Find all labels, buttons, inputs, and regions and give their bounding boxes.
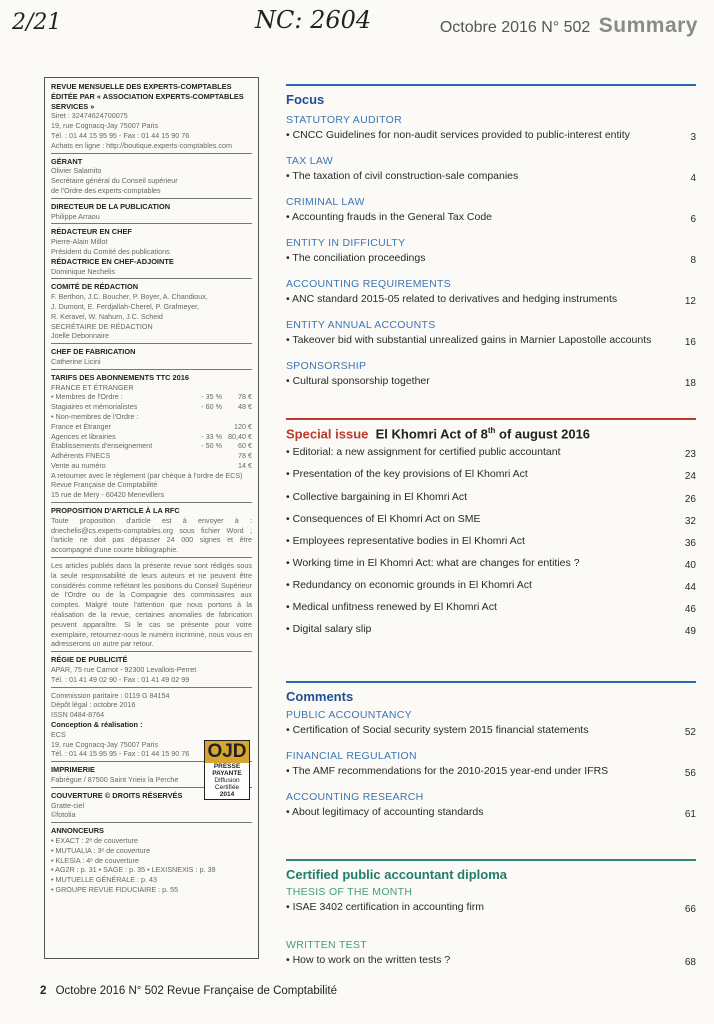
imprint-heading: PROPOSITION D'ARTICLE À LA RFC (51, 506, 180, 516)
imprint-heading: DIRECTEUR DE LA PUBLICATION (51, 201, 171, 211)
toc-entry[interactable] (286, 556, 696, 578)
section-title: Certified public accountant diploma (286, 867, 508, 882)
imprint-line: • GROUPE REVUE FIDUCIAIRE : p. 55 (51, 884, 179, 894)
category-label: TAX LAW (286, 155, 334, 167)
page-header (440, 14, 698, 38)
toc-entry[interactable] (286, 490, 696, 512)
toc-page-number: 36 (684, 537, 696, 549)
imprint-line: Tél. : 01 41 49 02 90 - Fax : 01 41 49 02 99 (51, 674, 190, 684)
toc-entry[interactable] (286, 899, 696, 935)
toc-entry[interactable] (286, 722, 696, 746)
imprint-line: ECS (51, 729, 66, 739)
imprint-line: Fabrègue / 87500 Saint Yrieix la Perche (51, 775, 179, 784)
toc-entry[interactable] (286, 534, 696, 556)
imprint-line: 19, rue Cognacq-Jay 75007 Paris (51, 121, 159, 131)
toc-page-number: 44 (684, 581, 696, 593)
toc-entry[interactable] (286, 209, 696, 233)
toc-entry[interactable] (286, 332, 696, 356)
tarif-price: 60 € (238, 441, 252, 451)
toc-entry[interactable] (286, 763, 696, 787)
imprint-proposition (51, 506, 252, 558)
toc-page-number: 4 (690, 173, 696, 184)
imprint-line: Pierre-Alain Millot (51, 237, 108, 247)
toc-entry-title: • How to work on the written tests ? (286, 954, 451, 966)
imprint-paragraph: Toute proposition d'article est à envoyer à : dnechelis@cs.experts-comptables.org sous fichier Word ; l'article ne doit pas dépasser 24 000 signes et être accompagné d'une courte bibliographie. (51, 515, 252, 555)
tarif-price (222, 412, 252, 422)
imprint-line: A retourner avec le règlement (par chèque à l'ordre de ECS) (51, 470, 243, 480)
ojd-text: Certifiée (214, 784, 240, 791)
tarif-discount: - 60 % (201, 402, 222, 412)
tarif-label: Établissements d'enseignement (51, 441, 153, 451)
section-divider (286, 681, 696, 683)
toc-entry[interactable] (286, 250, 696, 274)
category-label: ENTITY IN DIFFICULTY (286, 237, 406, 249)
handwritten-note-left: 2/21 (12, 10, 62, 35)
toc-entry[interactable] (286, 804, 696, 828)
page-footer (40, 985, 337, 997)
section-special-issue (286, 418, 696, 644)
tarif-price: 80,40 € (228, 431, 252, 441)
imprint-heading: COUVERTURE © DROITS RÉSERVÉS (51, 790, 183, 800)
imprint-line: • MUTUALIA : 3ᵉ de couverture (51, 845, 151, 855)
ojd-certification-badge (204, 740, 250, 800)
imprint-line: Président du Comité des publications (51, 246, 170, 256)
toc-entry-title: • The AMF recommendations for the 2010-2015 year-end under IFRS (286, 765, 609, 777)
category-label: ACCOUNTING RESEARCH (286, 791, 424, 803)
imprint-heading: RÉDACTEUR EN CHEF (51, 227, 132, 237)
category-label: ACCOUNTING REQUIREMENTS (286, 278, 451, 290)
imprint-heading: GÉRANT (51, 156, 83, 166)
section-diploma (286, 859, 696, 988)
toc-entry-title: • Takeover bid with substantial unrealized gains in Marnier Lapostolle accounts (286, 334, 652, 346)
imprint-heading: IMPRIMERIE (51, 765, 95, 775)
toc-page-number: 52 (684, 727, 696, 738)
imprint-line: Catherine Licini (51, 356, 101, 366)
ojd-year: 2014 (219, 791, 235, 798)
toc-entry-title: • Working time in El Khomri Act: what are changes for entities ? (286, 556, 580, 569)
imprint-disclaimer: Les articles publiés dans la présente revue sont rédigés sous la seule responsabilité de leurs auteurs et ne peuvent être considérés comme reflétant les positions du Conseil Supérieur de l'Ordre ou de la Compagnie des commissaires aux comptes. Malgré toute l'attention que nous portons à la réalisation de la revue, certaines anomalies de fabrication peuvent apparaître. Si le cas se présente pour votre exemplaire, retournez-nous le numéro incriminé, nous vous en adresserons un autre par retour. (51, 561, 252, 652)
toc-page-number: 3 (690, 132, 696, 143)
toc-entry[interactable] (286, 512, 696, 534)
toc-entry-title: • About legitimacy of accounting standards (286, 806, 484, 818)
toc-page-number: 23 (684, 449, 696, 461)
imprint-fabrication (51, 347, 252, 370)
tarif-label: • Non-membres de l'Ordre : (51, 411, 139, 421)
tarif-row (51, 461, 252, 471)
toc-entry-title: • Collective bargaining in El Khomri Act (286, 490, 468, 503)
section-divider (286, 418, 696, 420)
tarif-label: Vente au numéro (51, 460, 106, 470)
toc-page-number: 16 (684, 337, 696, 348)
imprint-line: Dépôt légal : octobre 2016 (51, 700, 136, 710)
toc-entry-title: • Consequences of El Khomri Act on SME (286, 512, 481, 525)
imprint-line: Achats en ligne : http://boutique.experts-comptables.com (51, 140, 232, 150)
category-label: PUBLIC ACCOUNTANCY (286, 709, 412, 721)
toc-page-number: 66 (684, 904, 696, 915)
tarif-discount: - 33 % (201, 431, 222, 441)
toc-entry-title: • Employees representative bodies in El Khomri Act (286, 534, 525, 547)
imprint-box (44, 77, 259, 959)
imprint-director (51, 202, 252, 225)
toc-page-number: 68 (684, 957, 696, 968)
toc-page-number: 6 (690, 214, 696, 225)
imprint-line: • EXACT : 2ᵉ de couverture (51, 835, 138, 845)
tarif-price: 48 € (238, 402, 252, 412)
toc-entry-title: • Medical unfitness renewed by El Khomri Act (286, 600, 497, 613)
imprint-line: ©fotolia (51, 810, 76, 820)
imprint-line: de l'Ordre des experts-comptables (51, 185, 161, 195)
imprint-line: • MUTUELLE GÉNÉRALE : p. 43 (51, 875, 157, 885)
tarif-label: Stagiaires et mémorialistes (51, 402, 138, 412)
section-comments (286, 681, 696, 828)
toc-page-number: 46 (684, 603, 696, 615)
toc-page-number: 24 (684, 471, 696, 483)
page-title: Summary (598, 14, 698, 37)
special-issue-label: Special issue (286, 426, 369, 442)
section-divider (286, 84, 696, 86)
imprint-line: APAR, 75 rue Carnot - 92300 Levallois-Perret (51, 665, 197, 675)
footer-text: Octobre 2016 N° 502 Revue Française de Comptabilité (55, 985, 337, 997)
special-issue-title-b: of august 2016 (495, 426, 591, 442)
category-label: ENTITY ANNUAL ACCOUNTS (286, 319, 436, 331)
tarif-price: 78 € (238, 451, 252, 461)
section-title: Comments (286, 689, 354, 704)
imprint-committee (51, 282, 252, 344)
toc-page-number: 8 (690, 255, 696, 266)
toc-entry-title: • Redundancy on economic grounds in El Khomri Act (286, 578, 532, 591)
imprint-line: J. Dumont, E. Ferdjallah-Cherel, P. Grafmeyer, (51, 301, 200, 311)
toc-entry[interactable] (286, 622, 696, 644)
imprint-heading: ANNONCEURS (51, 826, 104, 836)
imprint-editor (51, 227, 252, 279)
tarif-label: • Membres de l'Ordre : (51, 392, 123, 402)
imprint-line: • KLESIA : 4ᵉ de couverture (51, 855, 139, 865)
imprint-line: FRANCE ET ÉTRANGER (51, 382, 134, 392)
imprint-line: Dominique Nechelis (51, 266, 115, 276)
category-label: WRITTEN TEST (286, 939, 367, 951)
toc-entry-title: • Cultural sponsorship together (286, 375, 430, 387)
toc-entry[interactable] (286, 291, 696, 315)
tarif-discount (194, 461, 222, 471)
toc-page-number: 49 (684, 626, 696, 638)
imprint-gerant (51, 157, 252, 199)
imprint-heading: RÉGIE DE PUBLICITÉ (51, 655, 128, 665)
imprint-heading: REVUE MENSUELLE DES EXPERTS-COMPTABLES ÉDITÉE PAR « ASSOCIATION EXPERTS-COMPTABLES SERVICES » (51, 82, 244, 111)
tarif-row (51, 412, 252, 422)
toc-page-number: 26 (684, 493, 696, 505)
imprint-line: 15 rue de Mery - 60420 Menevillers (51, 490, 165, 500)
imprint-line: • AG2R : p. 31 • SAGE : p. 35 • LEXISNEXIS : p. 39 (51, 865, 216, 875)
toc-entry-title: • Editorial: a new assignment for certified public accountant (286, 446, 561, 459)
toc-page-number: 56 (684, 768, 696, 779)
tarif-discount (194, 422, 222, 432)
tarif-row (51, 392, 252, 402)
tarif-row (51, 422, 252, 432)
category-label: SPONSORSHIP (286, 360, 367, 372)
ojd-text: Diffusion (214, 777, 240, 784)
imprint-tarifs (51, 373, 252, 503)
toc-entry-title: • Accounting frauds in the General Tax Code (286, 211, 493, 223)
category-label: CRIMINAL LAW (286, 196, 365, 208)
imprint-line: Tél. : 01 44 15 95 95 - Fax : 01 44 15 90 76 (51, 130, 190, 140)
tarif-price: 14 € (238, 460, 252, 470)
tarif-discount (194, 412, 222, 422)
toc-entry-title: • Digital salary slip (286, 623, 372, 636)
tarif-row (51, 441, 252, 451)
handwritten-note-center: NC: 2604 (255, 6, 372, 34)
imprint-publisher (51, 82, 252, 154)
category-label: THESIS OF THE MONTH (286, 886, 413, 898)
tarif-row (51, 451, 252, 461)
imprint-line: R. Keravel, W. Nahum, J.C. Scheid (51, 311, 163, 321)
toc-entry[interactable] (286, 467, 696, 489)
toc-entry-title: • ISAE 3402 certification in accounting firm (286, 901, 485, 913)
tarif-label: France et Étranger (51, 421, 111, 431)
imprint-line: Siret : 32474624700075 (51, 111, 128, 121)
imprint-line: Philippe Arraou (51, 211, 100, 221)
toc-page-number: 61 (684, 809, 696, 820)
tarif-price: 120 € (234, 421, 252, 431)
tarif-label: Adhérents FNECS (51, 451, 111, 461)
toc-entry-title: • ANC standard 2015-05 related to derivatives and hedging instruments (286, 293, 618, 305)
toc-entry[interactable] (286, 600, 696, 622)
category-label: STATUTORY AUDITOR (286, 114, 402, 126)
toc-entry[interactable] (286, 952, 696, 988)
ojd-text: PRESSE (213, 763, 241, 770)
category-label: FINANCIAL REGULATION (286, 750, 417, 762)
toc-entry-title: • CNCC Guidelines for non-audit services provided to public-interest entity (286, 129, 630, 141)
imprint-line: Revue Française de Comptabilité (51, 480, 158, 490)
imprint-line: 19, rue Cognacq-Jay 75007 Paris (51, 739, 159, 749)
imprint-heading: CHEF DE FABRICATION (51, 347, 136, 357)
tarif-label: Agences et librairies (51, 431, 116, 441)
imprint-line: Commission paritaire : 0119 G 84154 (51, 690, 170, 700)
toc-page-number: 40 (684, 559, 696, 571)
toc-page-number: 18 (684, 378, 696, 389)
tarif-row (51, 432, 252, 442)
section-focus (286, 84, 696, 397)
imprint-annonceurs (51, 826, 252, 895)
tarif-discount (194, 451, 222, 461)
page-number: 2 (40, 985, 47, 997)
imprint-heading: COMITÉ DE RÉDACTION (51, 282, 139, 292)
toc-page-number: 32 (684, 515, 696, 527)
section-title (286, 426, 696, 441)
tarif-discount: - 35 % (201, 392, 222, 402)
issue-label: Octobre 2016 N° 502 (439, 19, 591, 36)
toc-entry-title: • Certification of Social security system 2015 financial statements (286, 724, 589, 736)
toc-entry[interactable] (286, 578, 696, 600)
tarif-discount: - 50 % (201, 441, 222, 451)
section-divider (286, 859, 696, 861)
section-title: Focus (286, 92, 325, 107)
toc-entry[interactable] (286, 445, 696, 467)
toc-entry-title: • Presentation of the key provisions of El Khomri Act (286, 468, 528, 481)
special-issue-title-sup: th (487, 426, 496, 435)
tarif-price: 78 € (238, 392, 252, 402)
toc-entry[interactable] (286, 373, 696, 397)
imprint-line: ISSN 0484-8764 (51, 710, 105, 720)
toc-entry-title: • The taxation of civil construction-sale companies (286, 170, 519, 182)
imprint-line: F. Berthon, J.C. Boucher, P. Boyer, A. Chandioux, (51, 292, 208, 302)
tarif-row (51, 402, 252, 412)
toc-entry[interactable] (286, 127, 696, 151)
imprint-line: Secrétaire général du Conseil supérieur (51, 176, 178, 186)
imprint-line: SECRÉTAIRE DE RÉDACTION (51, 321, 153, 331)
ojd-logo: OJD (205, 741, 249, 763)
imprint-heading: Conception & réalisation : (51, 720, 143, 730)
imprint-line: Olivier Salamito (51, 166, 102, 176)
toc-page-number: 12 (684, 296, 696, 307)
toc-entry[interactable] (286, 168, 696, 192)
special-issue-title-a: El Khomri Act of 8 (375, 426, 488, 442)
imprint-regie (51, 655, 252, 687)
ojd-text: PAYANTE (212, 770, 242, 777)
imprint-line: Gratte-ciel (51, 800, 85, 810)
imprint-line: Joelle Debonnaire (51, 331, 109, 341)
imprint-heading: RÉDACTRICE EN CHEF-ADJOINTE (51, 256, 174, 266)
imprint-heading: TARIFS DES ABONNEMENTS TTC 2016 (51, 372, 189, 382)
imprint-line: Tél. : 01 44 15 95 95 - Fax : 01 44 15 90 76 (51, 749, 190, 759)
toc-entry-title: • The conciliation proceedings (286, 252, 426, 264)
